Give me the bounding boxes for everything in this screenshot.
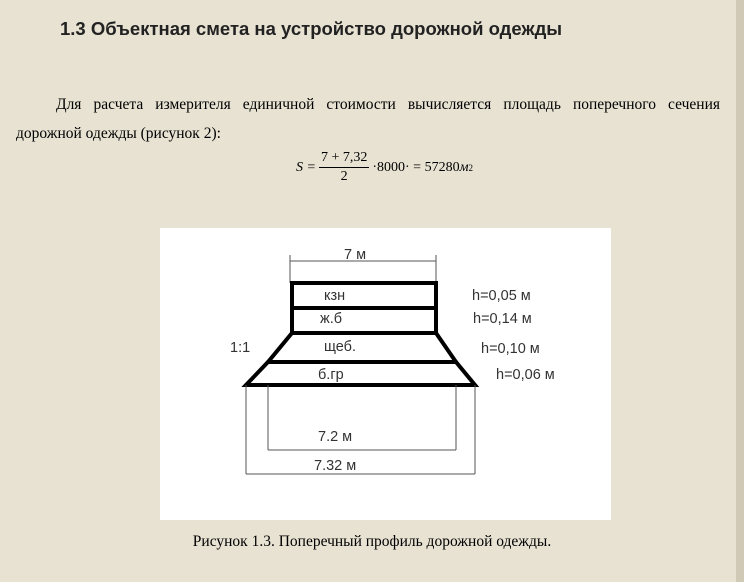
formula-rest: ·8000· = 57280 [372, 159, 460, 175]
body-paragraph: Для расчета измерителя единичной стоимости вычисляется площадь поперечного сечения дорожной одежды (рисунок 2): [16, 96, 720, 142]
outer-width-label: 7.32 м [314, 458, 357, 474]
formula-lhs: S = [296, 159, 316, 175]
layer-name-bgr: б.гр [318, 367, 344, 383]
layer-name-zhb: ж.б [320, 311, 343, 327]
layer-kzn-rect [292, 283, 436, 308]
formula-fraction [319, 150, 369, 185]
top-width-label: 7 м [344, 247, 367, 263]
layer-thickness-shcheb: h=0,10 м [481, 341, 540, 357]
layer-thickness-kzn: h=0,05 м [472, 288, 531, 304]
layer-thickness-bgr: h=0,06 м [496, 367, 555, 383]
inner-width-label: 7.2 м [318, 429, 353, 445]
formula-unit: м [459, 159, 469, 175]
layer-zhb-rect [292, 308, 436, 333]
cross-section-figure [160, 228, 611, 520]
layer-name-kzn: кзн [324, 288, 346, 304]
layer-shcheb-trapezoid [268, 333, 456, 362]
page-edge [736, 0, 744, 582]
formula-denominator: 2 [340, 169, 348, 184]
formula-numerator: 7 + 7,32 [319, 150, 369, 168]
figure-caption: Рисунок 1.3. Поперечный профиль дорожной одежды. [192, 533, 552, 550]
slope-label: 1:1 [230, 340, 251, 356]
section-heading: 1.3 Объектная смета на устройство дорожной одежды [60, 18, 563, 39]
layer-bgr-trapezoid [246, 362, 475, 385]
layer-name-shcheb: щеб. [324, 339, 357, 355]
layer-thickness-zhb: h=0,14 м [473, 311, 532, 327]
area-formula [296, 150, 473, 185]
formula-exponent: 2 [468, 162, 474, 173]
